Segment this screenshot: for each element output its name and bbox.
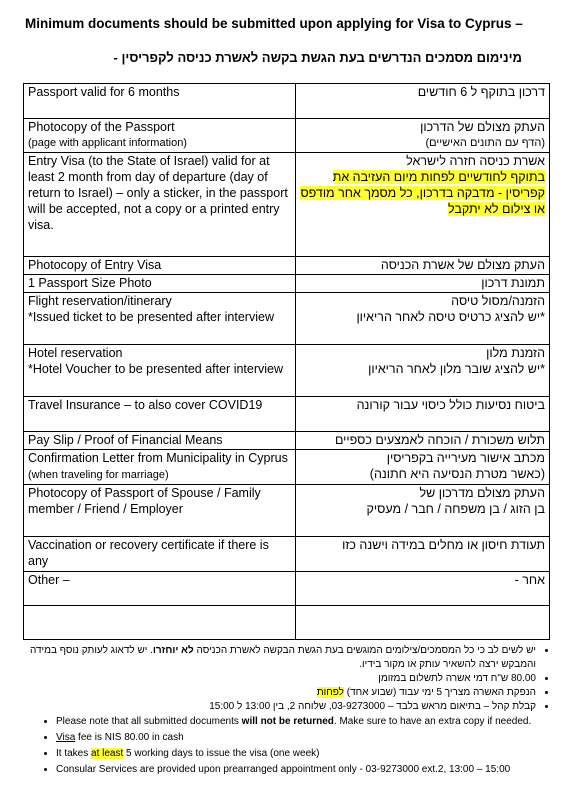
hebrew-text: דרכון בתוקף ל 6 חודשים xyxy=(417,85,545,99)
english-text: Photocopy of Entry Visa xyxy=(28,258,162,272)
note-bold-text: will not be returned xyxy=(241,716,334,727)
list-item xyxy=(16,700,536,714)
hebrew-subtext: *יש להציג כרטיס טיסה לאחר הריאיון xyxy=(356,310,545,324)
table-row xyxy=(24,345,550,397)
note-text: fee is NIS 80.00 in cash xyxy=(75,732,184,743)
english-cell xyxy=(24,537,296,572)
english-cell xyxy=(24,153,296,257)
note-text: יש לשים לב כי כל המסמכים/צילומים המוגשים בעת הגשת הבקשה לאשרת הכניסה xyxy=(196,645,536,656)
english-text: Confirmation Letter from Municipality in Cyprus xyxy=(28,451,288,465)
hebrew-subtext: (כאשר מטרת הנסיעה היא חתונה) xyxy=(369,467,545,481)
table-row xyxy=(24,293,550,345)
hebrew-text: העתק מצולם מדרכון של xyxy=(419,486,545,500)
hebrew-cell xyxy=(296,485,550,537)
english-subtext: *Issued ticket to be presented after interview xyxy=(28,310,274,324)
table-row xyxy=(24,537,550,572)
hebrew-text: תמונת דרכון xyxy=(481,276,545,290)
hebrew-subtext: בן הזוג / בן משפחה / חבר / מעסיק xyxy=(366,502,545,516)
list-item xyxy=(16,686,536,700)
english-cell xyxy=(24,293,296,345)
note-text: Consular Services are provided upon prearranged appointment only - 03-9273000 ext.2, 13:00 – 15:00 xyxy=(56,764,511,775)
english-text: Travel Insurance – to also cover COVID19 xyxy=(28,398,263,412)
hebrew-cell xyxy=(296,293,550,345)
english-text: Pay Slip / Proof of Financial Means xyxy=(28,433,223,447)
list-item xyxy=(56,746,574,762)
note-text: 5 working days to issue the visa (one week) xyxy=(123,748,320,759)
hebrew-cell xyxy=(296,275,550,293)
note-text: It takes xyxy=(56,748,92,759)
hebrew-cell xyxy=(296,572,550,606)
english-cell xyxy=(24,450,296,485)
english-text: Photocopy of Passport of Spouse / Family member / Friend / Employer xyxy=(28,486,261,516)
list-item xyxy=(56,714,574,730)
hebrew-cell xyxy=(296,257,550,275)
english-text: 1 Passport Size Photo xyxy=(28,276,152,290)
hebrew-cell xyxy=(296,450,550,485)
page-title: Minimum documents should be submitted upon applying for Visa to Cyprus – xyxy=(25,16,523,31)
hebrew-cell xyxy=(296,84,550,119)
english-cell xyxy=(24,432,296,450)
list-item xyxy=(16,644,536,672)
note-bold-text: לא יוחזרו xyxy=(152,645,194,656)
english-cell xyxy=(24,119,296,153)
hebrew-text: תעודת חיסון או מחלים במידה וישנה כזו xyxy=(342,538,545,552)
hebrew-text: העתק מצולם של אשרת הכניסה xyxy=(380,258,545,272)
english-cell xyxy=(24,345,296,397)
hebrew-cell xyxy=(296,397,550,432)
note-text: Please note that all submitted documents xyxy=(56,716,242,727)
english-text: Flight reservation/itinerary xyxy=(28,294,172,308)
note-text: קבלת קהל – בתיאום מראש בלבד – 03-9273000, שלוחה 2, בין 13:00 ל 15:00 xyxy=(209,701,536,712)
english-subtext: (when traveling for marriage) xyxy=(28,469,169,481)
english-cell xyxy=(24,397,296,432)
table-row xyxy=(24,153,550,257)
english-text: Vaccination or recovery certificate if there is any xyxy=(28,538,269,568)
english-text: Other – xyxy=(28,573,70,587)
english-cell xyxy=(24,84,296,119)
hebrew-text: העתק מצולם של הדרכון xyxy=(420,120,545,134)
hebrew-text: הזמנה/מסול טיסה xyxy=(451,294,545,308)
english-notes-list xyxy=(40,714,574,778)
english-text: Entry Visa (to the State of Israel) valid for at least 2 month from day of departure (day of return to Israel) – only a sticker, in the passport will be accepted, not a copy or a printed entry visa. xyxy=(28,154,288,232)
list-item xyxy=(56,762,574,778)
english-subtext: *Hotel Voucher to be presented after interview xyxy=(28,362,284,376)
hebrew-text: אחר - xyxy=(514,573,545,587)
english-cell xyxy=(24,485,296,537)
note-highlighted-text: at least xyxy=(91,748,124,759)
hebrew-cell xyxy=(296,606,550,640)
note-text: הנפקת האשרה מצריך 5 ימי עבוד (שבוע אחד) xyxy=(346,687,536,698)
list-item xyxy=(56,730,574,746)
hebrew-text: תלוש משכורת / הוכחה לאמצעים כספיים xyxy=(334,433,545,447)
note-text: . Make sure to have an extra copy if needed. xyxy=(333,716,532,727)
hebrew-subtext: (הדף עם התונים האישיים) xyxy=(425,137,545,149)
hebrew-text: אשרת כניסה חזרה לישראל xyxy=(406,154,545,168)
table-row xyxy=(24,257,550,275)
table-row xyxy=(24,450,550,485)
table-row xyxy=(24,119,550,153)
hebrew-page-title: מינימום מסמכים הנדרשים בעת הגשת בקשה לאשרת כניסה לקפריסין - xyxy=(113,50,522,65)
hebrew-cell xyxy=(296,119,550,153)
hebrew-cell xyxy=(296,432,550,450)
table-row xyxy=(24,84,550,119)
hebrew-cell xyxy=(296,537,550,572)
note-text: 80.00 ש"ח דמי אשרה לתשלום במזומן xyxy=(378,673,536,684)
hebrew-highlighted-text: בתוקף לחודשיים לפחות מיום העזיבה את קפריסין - מדבקה בדרכון, כל מסמך אחר מודפס או צילום לא יתקבל xyxy=(300,170,545,216)
table-row xyxy=(24,397,550,432)
note-text: . יש לדאוג לעותק נוסף במידה והמבקש ירצה להשאיר עותק או מקור בידיו. xyxy=(29,645,536,670)
english-cell xyxy=(24,572,296,606)
table-row xyxy=(24,485,550,537)
english-text: Photocopy of the Passport xyxy=(28,120,175,134)
hebrew-text: ביטוח נסיעות כולל כיסוי עבור קורונה xyxy=(356,398,545,412)
hebrew-text: מכתב אישור מעירייה בקפריסין xyxy=(386,451,545,465)
english-cell xyxy=(24,606,296,640)
english-subtext: (page with applicant information) xyxy=(28,137,187,149)
table-row xyxy=(24,275,550,293)
hebrew-notes-list xyxy=(16,644,552,714)
hebrew-cell xyxy=(296,345,550,397)
english-text: Hotel reservation xyxy=(28,346,123,360)
documents-table xyxy=(23,83,550,640)
english-cell xyxy=(24,275,296,293)
table-row xyxy=(24,432,550,450)
hebrew-text: הזמנת מלון xyxy=(486,346,545,360)
note-highlighted-text: לפחות xyxy=(316,687,344,698)
table-row xyxy=(24,572,550,606)
english-cell xyxy=(24,257,296,275)
english-text: Passport valid for 6 months xyxy=(28,85,180,99)
table-row-empty xyxy=(24,606,550,640)
note-underlined-text: Visa xyxy=(56,732,76,743)
hebrew-cell xyxy=(296,153,550,257)
hebrew-subtext: *יש להציג שובר מלון לאחר הריאיון xyxy=(368,362,545,376)
list-item xyxy=(16,672,536,686)
